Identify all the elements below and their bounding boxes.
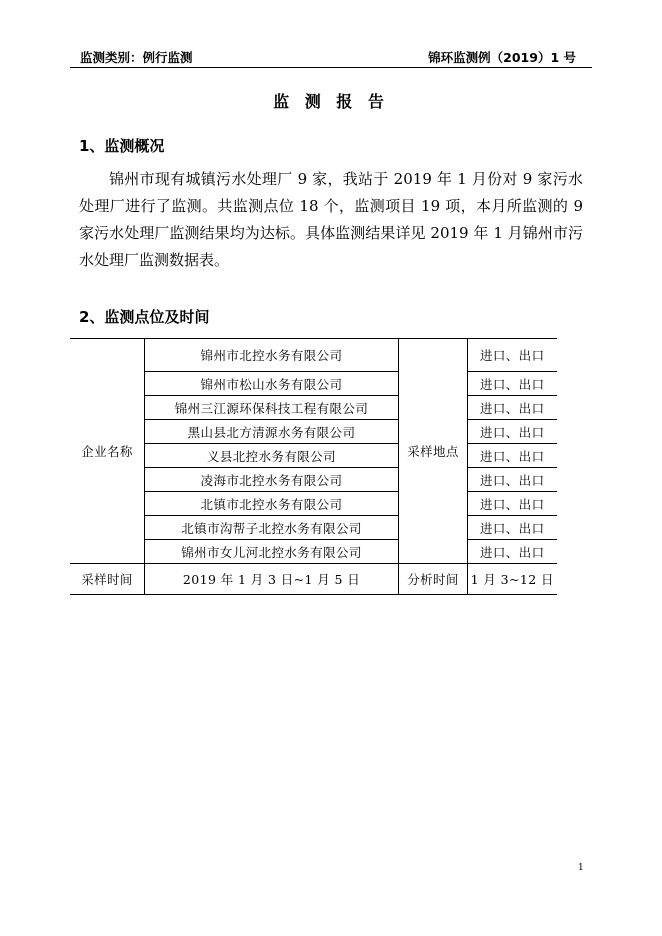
sampling-points-cell: 进口、出口 xyxy=(468,516,557,540)
enterprise-name-cell: 义县北控水务有限公司 xyxy=(145,444,399,468)
enterprise-name-cell: 锦州市女儿河北控水务有限公司 xyxy=(145,540,399,564)
page-number: 1 xyxy=(578,863,584,873)
sampling-points-cell: 进口、出口 xyxy=(468,396,557,420)
sampling-points-cell: 进口、出口 xyxy=(468,444,557,468)
table-row xyxy=(70,339,557,372)
enterprise-name-cell: 北镇市北控水务有限公司 xyxy=(145,492,399,516)
enterprise-name-label: 企业名称 xyxy=(70,339,145,564)
overview-paragraph: 锦州市现有城镇污水处理厂 9 家，我站于 2019 年 1 月份对 9 家污水处理厂进行了监测。共监测点位 18 个，监测项目 19 项，本月所监测的 9 家污水处理厂监测结果均为达标。具体监测结果详见 2019 年 1 月锦州市污水处理厂监测数据表。 xyxy=(79,170,583,269)
analysis-time-label: 分析时间 xyxy=(399,564,468,595)
sampling-points-cell: 进口、出口 xyxy=(468,540,557,564)
sampling-points-cell: 进口、出口 xyxy=(468,468,557,492)
sampling-points-cell: 进口、出口 xyxy=(468,420,557,444)
analysis-time-value: 1 月 3~12 日 xyxy=(468,564,557,595)
enterprise-name-cell: 锦州三江源环保科技工程有限公司 xyxy=(145,396,399,420)
table-row xyxy=(70,564,557,595)
enterprise-name-cell: 锦州市松山水务有限公司 xyxy=(145,372,399,396)
sampling-location-label: 采样地点 xyxy=(399,339,468,564)
enterprise-name-cell: 凌海市北控水务有限公司 xyxy=(145,468,399,492)
section-overview-heading: 1、监测概况 xyxy=(79,137,165,155)
sampling-points-cell: 进口、出口 xyxy=(468,372,557,396)
sampling-points-cell: 进口、出口 xyxy=(468,492,557,516)
sampling-time-label: 采样时间 xyxy=(70,564,145,595)
enterprise-name-cell: 北镇市沟帮子北控水务有限公司 xyxy=(145,516,399,540)
monitoring-points-table xyxy=(70,338,557,595)
enterprise-name-cell: 锦州市北控水务有限公司 xyxy=(145,339,399,372)
page-header xyxy=(70,47,592,68)
document-number: 锦环监测例（2019）1 号 xyxy=(428,50,576,65)
monitoring-category: 监测类别：例行监测 xyxy=(80,50,193,65)
sampling-time-value: 2019 年 1 月 3 日~1 月 5 日 xyxy=(145,564,399,595)
section-points-heading: 2、监测点位及时间 xyxy=(79,308,210,326)
enterprise-name-cell: 黑山县北方清源水务有限公司 xyxy=(145,420,399,444)
report-title: 监 测 报 告 xyxy=(273,92,389,111)
sampling-points-cell: 进口、出口 xyxy=(468,339,557,372)
